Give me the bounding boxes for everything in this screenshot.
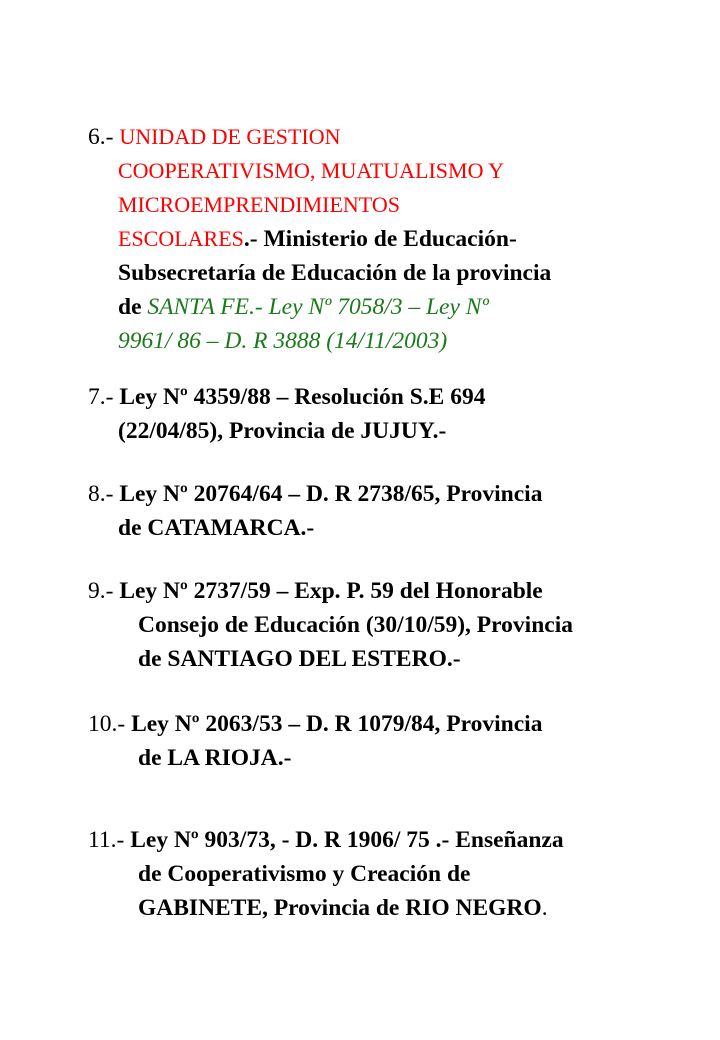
list-entry-7: [88, 380, 688, 448]
entry-11-line-3: [88, 891, 688, 925]
entry-number: 8.-: [88, 481, 114, 507]
highlighted-law-text: 9961/ 86 – D. R 3888 (14/11/2003): [118, 328, 448, 354]
body-text: Subsecretaría de Educación de la provincia: [118, 260, 552, 286]
body-text: Ley Nº 903/73, - D. R 1906/ 75 .- Enseñanza: [130, 827, 564, 853]
entry-9-line-3: [88, 642, 688, 676]
entry-10-line-1: [88, 707, 688, 741]
body-text: (22/04/85), Provincia de JUJUY.-: [118, 418, 447, 444]
entry-7-line-1: [88, 380, 688, 414]
trailing-period: .: [541, 895, 548, 921]
highlighted-title-text: COOPERATIVISMO, MUATUALISMO Y: [118, 158, 505, 183]
entry-6-line-3: [88, 188, 688, 222]
entry-11-line-2: [88, 857, 688, 891]
body-text: de LA RIOJA.-: [138, 745, 292, 771]
body-text: Ley Nº 4359/88 – Resolución S.E 694: [119, 384, 486, 410]
entry-10-line-2: [88, 741, 688, 775]
list-entry-11: [88, 823, 688, 925]
body-text: .- Ministerio de Educación-: [243, 226, 517, 252]
entry-number: 6.-: [88, 124, 114, 150]
entry-11-line-1: [88, 823, 688, 857]
entry-9-line-2: [88, 608, 688, 642]
highlighted-law-text: SANTA FE.- Ley Nº 7058/3 – Ley Nº: [147, 294, 489, 320]
body-text: de: [118, 294, 148, 320]
body-text: Ley Nº 2737/59 – Exp. P. 59 del Honorable: [119, 578, 543, 604]
entry-6-line-4: [88, 222, 688, 256]
highlighted-title-text: MICROEMPRENDIMIENTOS: [118, 192, 400, 217]
body-text: GABINETE, Provincia de RIO NEGRO: [138, 895, 542, 921]
body-text: de CATAMARCA.-: [118, 515, 315, 541]
entry-number: 9.-: [88, 578, 114, 604]
body-text: Consejo de Educación (30/10/59), Provincia: [138, 612, 573, 638]
entry-7-line-2: [88, 414, 688, 448]
list-entry-10: [88, 707, 688, 775]
body-text: Ley Nº 20764/64 – D. R 2738/65, Provincia: [119, 481, 543, 507]
body-text: de Cooperativismo y Creación de: [138, 861, 471, 887]
entry-number: 10.-: [88, 711, 126, 737]
highlighted-title-text: ESCOLARES: [118, 226, 244, 251]
body-text: de SANTIAGO DEL ESTERO.-: [138, 646, 461, 672]
entry-8-line-2: [88, 511, 688, 545]
list-entry-9: [88, 574, 688, 676]
entry-6-line-7: [88, 324, 688, 358]
entry-6-line-1: [88, 120, 688, 154]
entry-9-line-1: [88, 574, 688, 608]
entry-6-line-5: [88, 256, 688, 290]
entry-6-line-2: [88, 154, 688, 188]
list-entry-6: [88, 120, 688, 358]
highlighted-title-text: UNIDAD DE GESTION: [119, 124, 341, 149]
entry-number: 11.-: [88, 827, 125, 853]
entry-8-line-1: [88, 477, 688, 511]
entry-6-line-6: [88, 290, 688, 324]
list-entry-8: [88, 477, 688, 545]
entry-number: 7.-: [88, 384, 114, 410]
body-text: Ley Nº 2063/53 – D. R 1079/84, Provincia: [131, 711, 543, 737]
